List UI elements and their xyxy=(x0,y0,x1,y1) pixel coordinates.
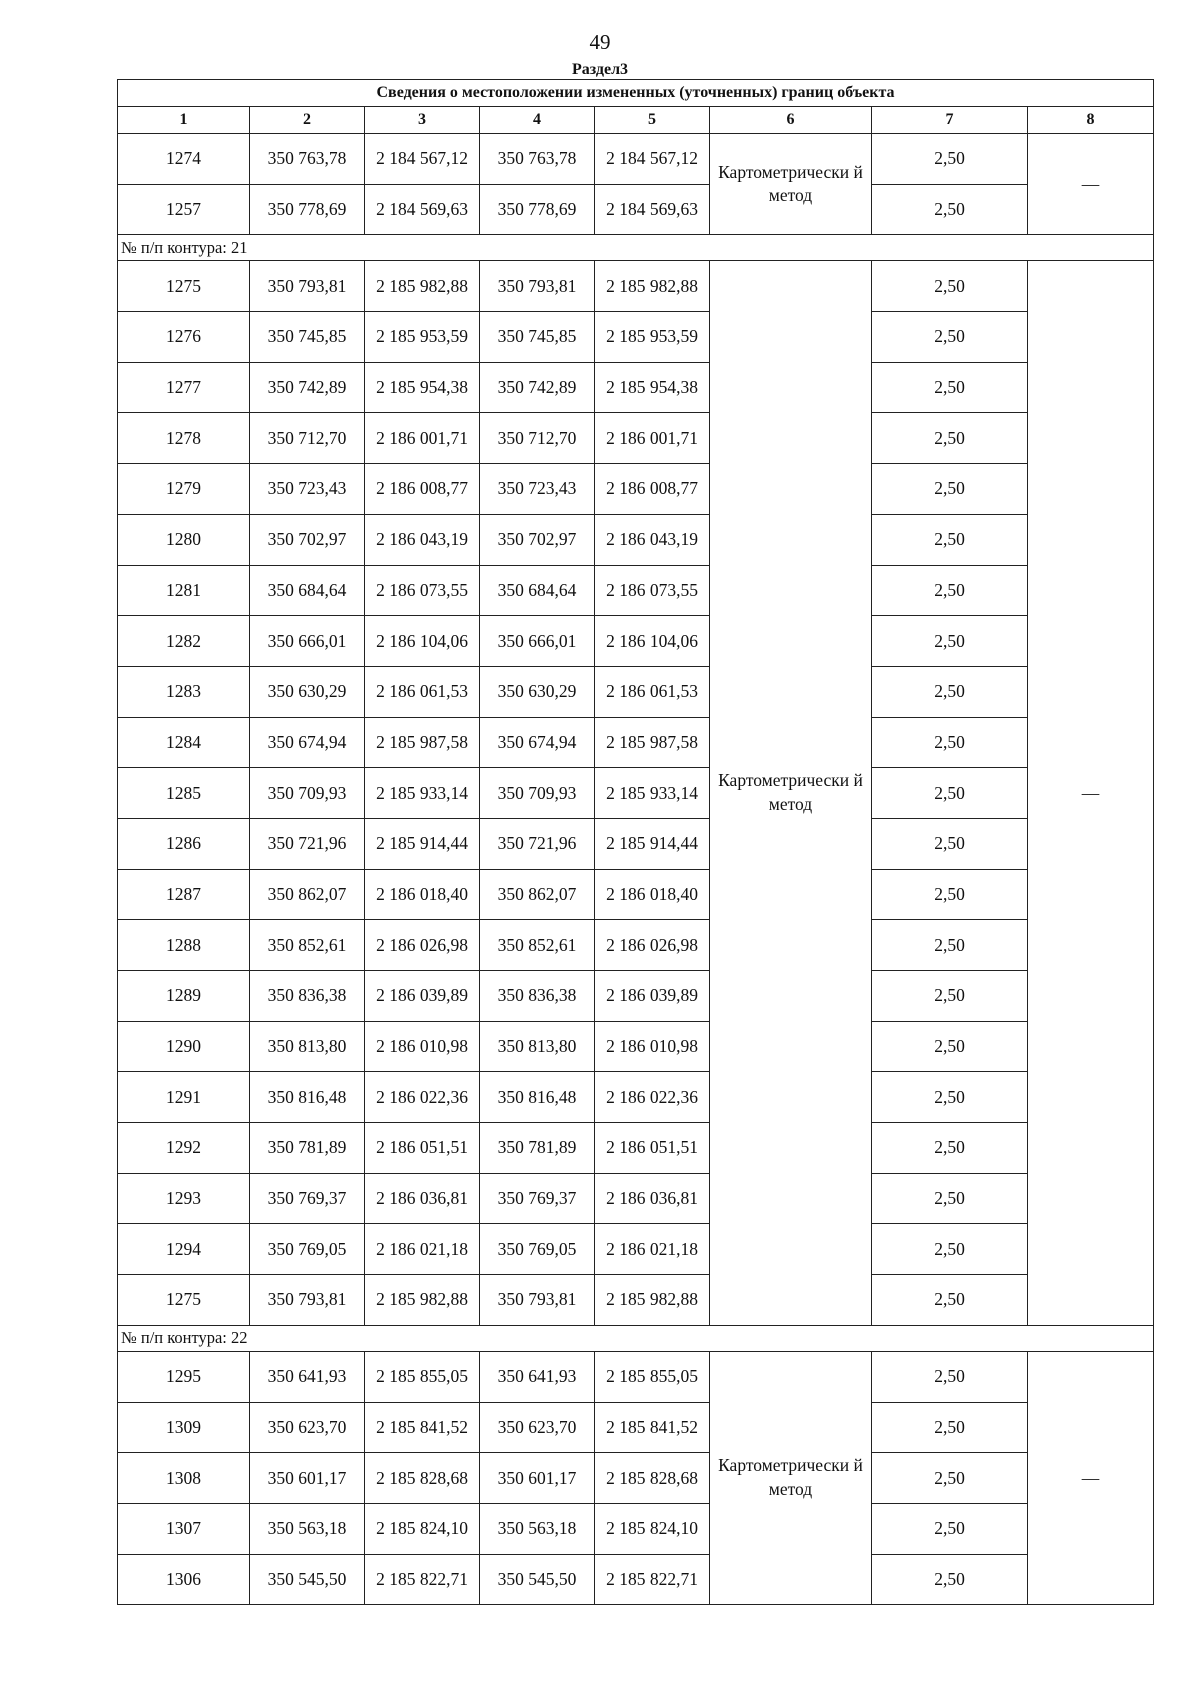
table-row xyxy=(118,869,1154,920)
y-new: 2 184 569,63 xyxy=(595,184,710,235)
x-new: 350 545,50 xyxy=(480,1554,595,1605)
y-new: 2 186 018,40 xyxy=(595,869,710,920)
x-new: 350 793,81 xyxy=(480,261,595,312)
point-number: 1307 xyxy=(118,1503,250,1554)
x-old: 350 601,17 xyxy=(250,1453,365,1504)
y-new: 2 186 039,89 xyxy=(595,971,710,1022)
accuracy-value: 2,50 xyxy=(872,1453,1028,1504)
table-row xyxy=(118,312,1154,363)
y-new: 2 185 822,71 xyxy=(595,1554,710,1605)
y-old: 2 185 822,71 xyxy=(365,1554,480,1605)
y-old: 2 185 824,10 xyxy=(365,1503,480,1554)
point-number: 1278 xyxy=(118,413,250,464)
x-old: 350 641,93 xyxy=(250,1351,365,1402)
point-number: 1288 xyxy=(118,920,250,971)
table-row xyxy=(118,261,1154,312)
x-new: 350 674,94 xyxy=(480,717,595,768)
x-old: 350 723,43 xyxy=(250,464,365,515)
column-header: 8 xyxy=(1028,107,1154,134)
x-new: 350 813,80 xyxy=(480,1021,595,1072)
y-new: 2 186 061,53 xyxy=(595,666,710,717)
accuracy-value: 2,50 xyxy=(872,1503,1028,1554)
accuracy-value: 2,50 xyxy=(872,1021,1028,1072)
x-new: 350 781,89 xyxy=(480,1123,595,1174)
x-new: 350 712,70 xyxy=(480,413,595,464)
point-number: 1284 xyxy=(118,717,250,768)
x-old: 350 666,01 xyxy=(250,616,365,667)
y-old: 2 185 914,44 xyxy=(365,818,480,869)
x-new: 350 816,48 xyxy=(480,1072,595,1123)
accuracy-value: 2,50 xyxy=(872,362,1028,413)
note-cell: — xyxy=(1028,1351,1154,1604)
y-old: 2 186 022,36 xyxy=(365,1072,480,1123)
x-old: 350 563,18 xyxy=(250,1503,365,1554)
table-row xyxy=(118,768,1154,819)
accuracy-value: 2,50 xyxy=(872,768,1028,819)
method-cell: Картометрически й метод xyxy=(710,261,872,1325)
point-number: 1275 xyxy=(118,261,250,312)
y-new: 2 185 954,38 xyxy=(595,362,710,413)
point-number: 1274 xyxy=(118,134,250,185)
point-number: 1257 xyxy=(118,184,250,235)
y-old: 2 186 010,98 xyxy=(365,1021,480,1072)
x-new: 350 563,18 xyxy=(480,1503,595,1554)
y-new: 2 185 953,59 xyxy=(595,312,710,363)
x-new: 350 601,17 xyxy=(480,1453,595,1504)
y-old: 2 184 569,63 xyxy=(365,184,480,235)
accuracy-value: 2,50 xyxy=(872,1402,1028,1453)
x-old: 350 742,89 xyxy=(250,362,365,413)
x-new: 350 721,96 xyxy=(480,818,595,869)
point-number: 1289 xyxy=(118,971,250,1022)
column-header: 4 xyxy=(480,107,595,134)
x-new: 350 769,37 xyxy=(480,1173,595,1224)
y-old: 2 186 051,51 xyxy=(365,1123,480,1174)
y-old: 2 185 933,14 xyxy=(365,768,480,819)
point-number: 1280 xyxy=(118,514,250,565)
accuracy-value: 2,50 xyxy=(872,184,1028,235)
point-number: 1290 xyxy=(118,1021,250,1072)
table-row xyxy=(118,413,1154,464)
x-old: 350 816,48 xyxy=(250,1072,365,1123)
method-cell: Картометрически й метод xyxy=(710,134,872,235)
y-old: 2 185 828,68 xyxy=(365,1453,480,1504)
x-old: 350 684,64 xyxy=(250,565,365,616)
accuracy-value: 2,50 xyxy=(872,1554,1028,1605)
y-new: 2 186 008,77 xyxy=(595,464,710,515)
accuracy-value: 2,50 xyxy=(872,1072,1028,1123)
table-row xyxy=(118,362,1154,413)
table-row xyxy=(118,1554,1154,1605)
y-new: 2 185 982,88 xyxy=(595,1275,710,1326)
table-row xyxy=(118,1173,1154,1224)
y-old: 2 186 036,81 xyxy=(365,1173,480,1224)
y-new: 2 185 987,58 xyxy=(595,717,710,768)
x-old: 350 702,97 xyxy=(250,514,365,565)
table-row xyxy=(118,184,1154,235)
y-old: 2 186 039,89 xyxy=(365,971,480,1022)
x-old: 350 793,81 xyxy=(250,1275,365,1326)
x-new: 350 793,81 xyxy=(480,1275,595,1326)
table-row xyxy=(118,464,1154,515)
table-row xyxy=(118,1503,1154,1554)
x-new: 350 666,01 xyxy=(480,616,595,667)
x-new: 350 742,89 xyxy=(480,362,595,413)
column-header: 3 xyxy=(365,107,480,134)
table-row xyxy=(118,1275,1154,1326)
x-new: 350 763,78 xyxy=(480,134,595,185)
accuracy-value: 2,50 xyxy=(872,1173,1028,1224)
accuracy-value: 2,50 xyxy=(872,920,1028,971)
x-old: 350 852,61 xyxy=(250,920,365,971)
y-new: 2 186 021,18 xyxy=(595,1224,710,1275)
table-row xyxy=(118,1021,1154,1072)
accuracy-value: 2,50 xyxy=(872,413,1028,464)
x-new: 350 836,38 xyxy=(480,971,595,1022)
table-row xyxy=(118,666,1154,717)
x-new: 350 745,85 xyxy=(480,312,595,363)
column-header-row xyxy=(118,107,1154,134)
y-old: 2 185 982,88 xyxy=(365,261,480,312)
accuracy-value: 2,50 xyxy=(872,818,1028,869)
column-header: 7 xyxy=(872,107,1028,134)
accuracy-value: 2,50 xyxy=(872,1351,1028,1402)
accuracy-value: 2,50 xyxy=(872,1275,1028,1326)
x-old: 350 674,94 xyxy=(250,717,365,768)
y-old: 2 185 982,88 xyxy=(365,1275,480,1326)
y-old: 2 186 018,40 xyxy=(365,869,480,920)
y-new: 2 186 104,06 xyxy=(595,616,710,667)
x-new: 350 702,97 xyxy=(480,514,595,565)
x-old: 350 763,78 xyxy=(250,134,365,185)
x-new: 350 709,93 xyxy=(480,768,595,819)
y-new: 2 185 828,68 xyxy=(595,1453,710,1504)
point-number: 1279 xyxy=(118,464,250,515)
point-number: 1287 xyxy=(118,869,250,920)
y-new: 2 186 073,55 xyxy=(595,565,710,616)
x-old: 350 709,93 xyxy=(250,768,365,819)
y-new: 2 186 022,36 xyxy=(595,1072,710,1123)
point-number: 1276 xyxy=(118,312,250,363)
table-row xyxy=(118,1402,1154,1453)
table-row xyxy=(118,971,1154,1022)
y-old: 2 186 073,55 xyxy=(365,565,480,616)
point-number: 1306 xyxy=(118,1554,250,1605)
y-new: 2 186 043,19 xyxy=(595,514,710,565)
y-new: 2 184 567,12 xyxy=(595,134,710,185)
table-row xyxy=(118,818,1154,869)
table-row xyxy=(118,616,1154,667)
point-number: 1294 xyxy=(118,1224,250,1275)
point-number: 1275 xyxy=(118,1275,250,1326)
y-old: 2 185 841,52 xyxy=(365,1402,480,1453)
point-number: 1293 xyxy=(118,1173,250,1224)
section-title: Раздел3 xyxy=(571,61,629,78)
x-old: 350 836,38 xyxy=(250,971,365,1022)
accuracy-value: 2,50 xyxy=(872,666,1028,717)
accuracy-value: 2,50 xyxy=(872,717,1028,768)
table-row xyxy=(118,565,1154,616)
x-new: 350 862,07 xyxy=(480,869,595,920)
table-row xyxy=(118,1351,1154,1402)
accuracy-value: 2,50 xyxy=(872,312,1028,363)
y-old: 2 185 953,59 xyxy=(365,312,480,363)
contour-label: № п/п контура: 22 xyxy=(118,1325,1154,1351)
y-new: 2 185 824,10 xyxy=(595,1503,710,1554)
x-old: 350 769,05 xyxy=(250,1224,365,1275)
point-number: 1292 xyxy=(118,1123,250,1174)
column-header: 2 xyxy=(250,107,365,134)
accuracy-value: 2,50 xyxy=(872,514,1028,565)
table-caption-row xyxy=(118,80,1154,107)
y-new: 2 186 036,81 xyxy=(595,1173,710,1224)
column-header: 5 xyxy=(595,107,710,134)
y-old: 2 186 021,18 xyxy=(365,1224,480,1275)
table-row xyxy=(118,514,1154,565)
point-number: 1309 xyxy=(118,1402,250,1453)
page-number: 49 xyxy=(589,30,611,54)
point-number: 1283 xyxy=(118,666,250,717)
x-old: 350 781,89 xyxy=(250,1123,365,1174)
table-row xyxy=(118,1123,1154,1174)
contour-row xyxy=(118,1325,1154,1351)
accuracy-value: 2,50 xyxy=(872,134,1028,185)
contour-label: № п/п контура: 21 xyxy=(118,235,1154,261)
x-old: 350 793,81 xyxy=(250,261,365,312)
x-new: 350 852,61 xyxy=(480,920,595,971)
accuracy-value: 2,50 xyxy=(872,1123,1028,1174)
y-old: 2 186 008,77 xyxy=(365,464,480,515)
x-old: 350 623,70 xyxy=(250,1402,365,1453)
column-header: 6 xyxy=(710,107,872,134)
point-number: 1285 xyxy=(118,768,250,819)
table-row xyxy=(118,920,1154,971)
y-new: 2 185 841,52 xyxy=(595,1402,710,1453)
table-body xyxy=(118,80,1154,1605)
table-row xyxy=(118,1224,1154,1275)
y-new: 2 186 001,71 xyxy=(595,413,710,464)
x-new: 350 623,70 xyxy=(480,1402,595,1453)
y-new: 2 186 026,98 xyxy=(595,920,710,971)
x-old: 350 545,50 xyxy=(250,1554,365,1605)
x-new: 350 630,29 xyxy=(480,666,595,717)
note-cell: — xyxy=(1028,134,1154,235)
point-number: 1308 xyxy=(118,1453,250,1504)
y-old: 2 185 855,05 xyxy=(365,1351,480,1402)
accuracy-value: 2,50 xyxy=(872,1224,1028,1275)
table-caption: Сведения о местоположении измененных (уточненных) границ объекта xyxy=(118,80,1154,107)
table-row xyxy=(118,1072,1154,1123)
x-old: 350 769,37 xyxy=(250,1173,365,1224)
point-number: 1281 xyxy=(118,565,250,616)
accuracy-value: 2,50 xyxy=(872,616,1028,667)
point-number: 1282 xyxy=(118,616,250,667)
accuracy-value: 2,50 xyxy=(872,971,1028,1022)
contour-row xyxy=(118,235,1154,261)
y-new: 2 186 010,98 xyxy=(595,1021,710,1072)
y-new: 2 185 933,14 xyxy=(595,768,710,819)
x-new: 350 769,05 xyxy=(480,1224,595,1275)
point-number: 1295 xyxy=(118,1351,250,1402)
table-row xyxy=(118,1453,1154,1504)
y-old: 2 184 567,12 xyxy=(365,134,480,185)
x-new: 350 684,64 xyxy=(480,565,595,616)
y-old: 2 186 061,53 xyxy=(365,666,480,717)
x-new: 350 641,93 xyxy=(480,1351,595,1402)
x-old: 350 630,29 xyxy=(250,666,365,717)
x-new: 350 723,43 xyxy=(480,464,595,515)
accuracy-value: 2,50 xyxy=(872,565,1028,616)
point-number: 1286 xyxy=(118,818,250,869)
y-old: 2 185 954,38 xyxy=(365,362,480,413)
y-old: 2 186 104,06 xyxy=(365,616,480,667)
x-old: 350 721,96 xyxy=(250,818,365,869)
x-old: 350 813,80 xyxy=(250,1021,365,1072)
column-header: 1 xyxy=(118,107,250,134)
note-cell: — xyxy=(1028,261,1154,1325)
table-row xyxy=(118,717,1154,768)
x-new: 350 778,69 xyxy=(480,184,595,235)
y-new: 2 186 051,51 xyxy=(595,1123,710,1174)
y-old: 2 186 001,71 xyxy=(365,413,480,464)
y-old: 2 186 026,98 xyxy=(365,920,480,971)
x-old: 350 862,07 xyxy=(250,869,365,920)
y-old: 2 185 987,58 xyxy=(365,717,480,768)
coordinates-table xyxy=(117,79,1154,1605)
y-new: 2 185 855,05 xyxy=(595,1351,710,1402)
method-cell: Картометрически й метод xyxy=(710,1351,872,1604)
point-number: 1291 xyxy=(118,1072,250,1123)
table-row xyxy=(118,134,1154,185)
y-new: 2 185 914,44 xyxy=(595,818,710,869)
accuracy-value: 2,50 xyxy=(872,869,1028,920)
accuracy-value: 2,50 xyxy=(872,464,1028,515)
y-new: 2 185 982,88 xyxy=(595,261,710,312)
x-old: 350 745,85 xyxy=(250,312,365,363)
x-old: 350 778,69 xyxy=(250,184,365,235)
x-old: 350 712,70 xyxy=(250,413,365,464)
point-number: 1277 xyxy=(118,362,250,413)
accuracy-value: 2,50 xyxy=(872,261,1028,312)
y-old: 2 186 043,19 xyxy=(365,514,480,565)
